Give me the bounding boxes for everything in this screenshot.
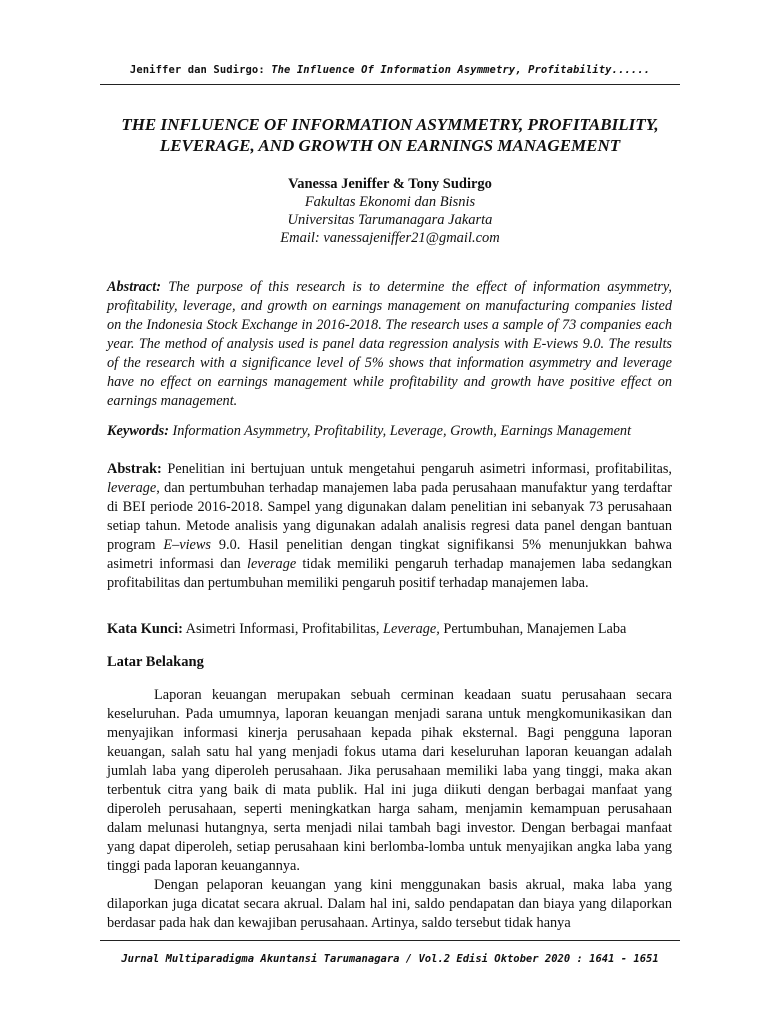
abstract-label: Abstract: xyxy=(107,279,162,295)
abstract-text: The purpose of this research is to determine the effect of information asymmetry, profitability, leverage, and growth on earnings management on manufacturing companies listed on the Indonesia Stock Exchange in 2016-2018. The research uses a sample of 73 companies each year. The method of analysis used is panel data regression analysis with E-views 9.0. The results of the research with a significance level of 5% shows that information asymmetry and leverage have no effect on earnings management while profitability and growth have positive effect on earnings management. xyxy=(107,279,673,409)
abstract-english xyxy=(107,278,672,411)
keywords-english xyxy=(107,422,672,441)
abstrak-leverage-1: leverage xyxy=(107,480,157,496)
header-rule xyxy=(100,84,680,85)
author-names: Vanessa Jeniffer & Tony Sudirgo xyxy=(288,176,492,192)
abstrak-eviews: E–views xyxy=(163,537,211,553)
author-block xyxy=(104,175,676,247)
running-head-authors: Jeniffer dan Sudirgo: xyxy=(129,64,265,76)
abstrak-text-4: tidak memiliki pengaruh terhadap manajemen laba sedangkan profitabilitas dan pertumbuhan memiliki pengaruh positif terhadap manajemen laba. xyxy=(107,556,673,591)
keywords-text: Information Asymmetry, Profitability, Leverage, Growth, Earnings Management xyxy=(172,423,632,439)
body-text xyxy=(107,686,672,933)
abstrak-text-2: , dan pertumbuhan terhadap manajemen laba pada perusahaan manufaktur yang terdaftar di BEI periode 2016-2018. Sampel yang digunakan dalam penelitian ini sebanyak 73 perusahaan setiap tahun. Metode analisis yang digunakan adalah analisis regresi data panel dengan bantuan program xyxy=(107,480,672,553)
running-head-title: The Influence Of Information Asymmetry, Profitability...... xyxy=(271,64,651,76)
kata-kunci xyxy=(107,620,672,639)
abstrak-leverage-2: leverage xyxy=(246,556,297,572)
author-email: Email: vanessajeniffer21@gmail.com xyxy=(280,230,500,246)
faculty: Fakultas Ekonomi dan Bisnis xyxy=(304,194,476,210)
university: Universitas Tarumanagara Jakarta xyxy=(287,212,493,228)
keywords-label: Keywords: xyxy=(107,423,169,439)
abstract-indonesian xyxy=(107,460,672,593)
paragraph-1: Laporan keuangan merupakan sebuah cerminan keadaan suatu perusahaan secara keseluruhan. Pada umumnya, laporan keuangan menjadi sarana untuk mengkomunikasikan dan menyajikan informasi kinerja perusahaan kepada pihak eksternal. Bagi pengguna laporan keuangan, salah satu hal yang menjadi fokus utama dari keseluruhan laporan keuangan adalah jumlah laba yang diperoleh perusahaan. Jika perusahaan memiliki laba yang tinggi, maka akan terbentuk citra yang baik di mata publik. Hal ini juga diikuti dengan berbagai manfaat yang diperoleh perusahaan, seperti meningkatkan harga saham, menjamin kemampuan perusahaan dalam melunasi hutangnya, serta menjadi nilai tambah bagi investor. Dengan berbagai manfaat yang dapat diperoleh, setiap perusahaan kini berlomba-lomba untuk menyajikan angka laba yang tinggi pada laporan keuangannya. xyxy=(107,687,672,874)
paper-title: THE INFLUENCE OF INFORMATION ASYMMETRY, PROFITABILITY, LEVERAGE, AND GROWTH ON EARNINGS MANAGEMENT xyxy=(121,115,659,155)
kata-kunci-label: Kata Kunci: xyxy=(107,621,183,637)
kata-kunci-leverage: Leverage, xyxy=(383,621,440,637)
journal-footer: Jurnal Multiparadigma Akuntansi Tarumanagara / Vol.2 Edisi Oktober 2020 : 1641 - 1651 xyxy=(121,953,659,965)
abstrak-text-3: 9.0. Hasil penelitian dengan tingkat signifikansi 5% menunjukkan bahwa asimetri informasi dan xyxy=(107,537,672,572)
kata-kunci-text-2: Pertumbuhan, Manajemen Laba xyxy=(443,621,627,637)
section-heading: Latar Belakang xyxy=(107,654,204,670)
paragraph-2: Dengan pelaporan keuangan yang kini menggunakan basis akrual, maka laba yang dilaporkan juga dicatat secara akrual. Dalam hal ini, saldo pendapatan dan biaya yang dilaporkan berdasar pada hak dan kewajiban perusahaan. Artinya, saldo tersebut tidak hanya xyxy=(107,877,672,931)
running-head xyxy=(100,64,680,76)
kata-kunci-text-1: Asimetri Informasi, Profitabilitas, xyxy=(185,621,380,637)
footer-rule xyxy=(100,940,680,941)
abstrak-text-1: Penelitian ini bertujuan untuk mengetahui pengaruh asimetri informasi, profitabilitas, xyxy=(167,461,672,477)
abstrak-label: Abstrak: xyxy=(107,461,162,477)
